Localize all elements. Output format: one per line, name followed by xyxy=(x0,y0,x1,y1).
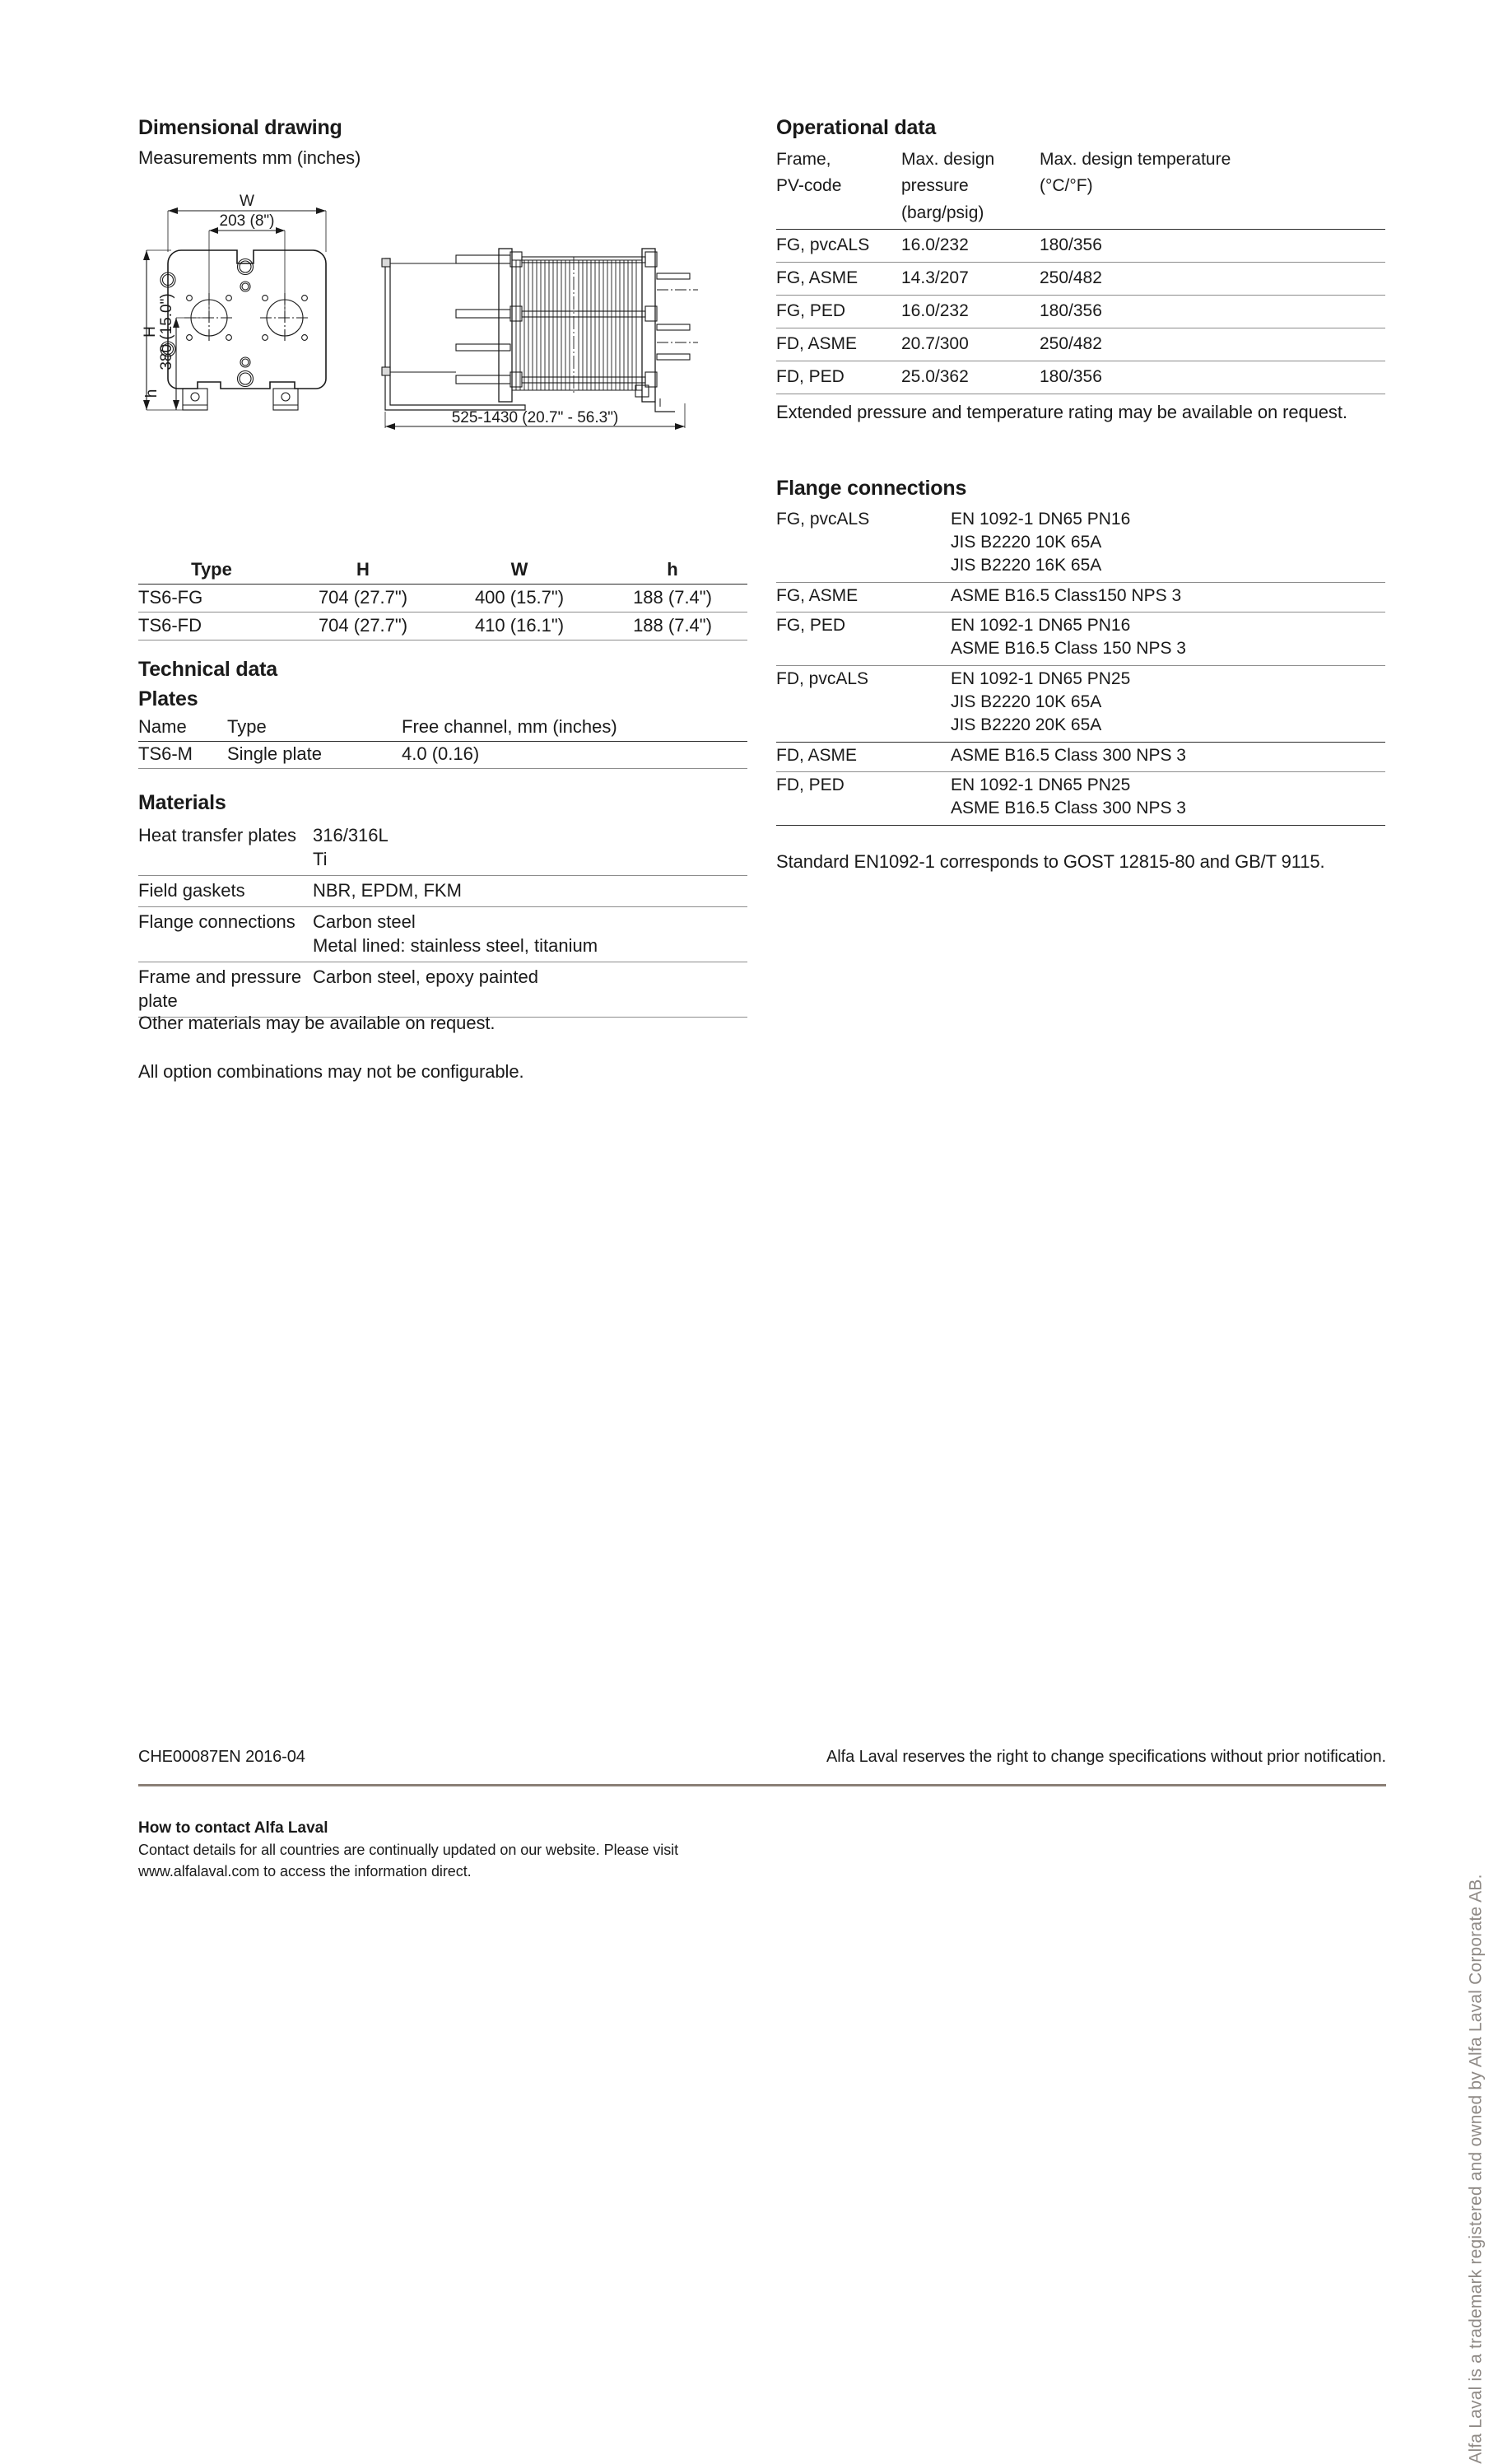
note-extended-rating: Extended pressure and temperature rating may be available on request. xyxy=(776,402,1347,422)
flange-value: JIS B2220 10K 65A xyxy=(951,692,1102,711)
operational-data-heading: Operational data xyxy=(776,116,937,139)
table-row xyxy=(138,847,747,876)
dims-cell-type: TS6-FD xyxy=(138,613,285,640)
table-row xyxy=(138,821,747,847)
table-row xyxy=(776,665,1385,691)
note-other-materials: Other materials may be available on request. xyxy=(138,1013,496,1033)
flange-connections-table xyxy=(776,506,1385,826)
materials-value: 316/316L xyxy=(313,824,389,845)
drawing-label-203: 203 (8") xyxy=(219,212,275,230)
table-row xyxy=(776,328,1385,361)
materials-key: Frame and pressure plate xyxy=(138,962,313,1017)
op-cell-pressure: 20.7/300 xyxy=(901,328,1040,361)
drawing-label-H: H xyxy=(142,326,159,338)
op-header-pressure-line2: pressure xyxy=(901,176,969,196)
table-row xyxy=(776,771,1385,797)
table-header-row xyxy=(138,715,747,742)
flange-key: FD, ASME xyxy=(776,742,951,771)
dims-cell-w: 410 (16.1") xyxy=(441,613,598,640)
materials-key-continued xyxy=(138,934,313,962)
flange-value: JIS B2220 10K 65A xyxy=(951,532,1102,552)
op-header-pressure-units: (barg/psig) xyxy=(901,202,1040,229)
right-column xyxy=(776,115,1385,394)
materials-key: Heat transfer plates xyxy=(138,824,296,845)
op-header-blank xyxy=(776,202,901,229)
flange-key: FG, pvcALS xyxy=(776,509,870,529)
contact-body: Contact details for all countries are continually updated on our website. Please visit www.alfalaval.com to access the information direct. xyxy=(138,1842,679,1879)
table-row xyxy=(776,637,1385,665)
flange-value: EN 1092-1 DN65 PN16 xyxy=(951,615,1131,635)
dimensions-table xyxy=(138,557,747,640)
dims-cell-h-low: 188 (7.4") xyxy=(598,613,747,640)
dims-cell-w: 400 (15.7") xyxy=(441,585,598,613)
flange-key: FG, PED xyxy=(776,615,846,635)
dims-cell-h-cap: 704 (27.7") xyxy=(285,613,441,640)
trademark-sidebar-text: Alfa Laval is a trademark registered and owned by Alfa Laval Corporate AB. xyxy=(1466,1874,1485,2464)
table-row xyxy=(138,613,747,640)
flange-value: ASME B16.5 Class150 NPS 3 xyxy=(951,582,1385,612)
op-cell-frame: FG, pvcALS xyxy=(776,230,901,263)
technical-data-heading: Technical data xyxy=(138,658,278,681)
flange-key-continued xyxy=(776,554,951,582)
table-row xyxy=(138,962,747,1017)
measurements-subheading: Measurements mm (inches) xyxy=(138,147,361,168)
materials-key: Field gaskets xyxy=(138,875,313,906)
dimensional-drawing-heading: Dimensional drawing xyxy=(138,116,342,139)
op-header-pressure: Max. design xyxy=(901,149,995,169)
flange-key-continued xyxy=(776,531,951,554)
table-row xyxy=(776,797,1385,825)
flange-key-continued xyxy=(776,691,951,714)
op-cell-frame: FG, PED xyxy=(776,296,901,328)
table-row xyxy=(138,585,747,613)
dimensional-drawing-figure xyxy=(138,188,747,533)
op-cell-temperature: 180/356 xyxy=(1040,296,1385,328)
drawing-label-w: W xyxy=(240,193,254,210)
document-code: CHE00087EN 2016-04 xyxy=(138,1748,305,1766)
drawing-svg xyxy=(138,188,747,533)
plates-cell-name: TS6-M xyxy=(138,741,227,768)
plates-header-free-channel: Free channel, mm (inches) xyxy=(402,715,747,742)
op-cell-pressure: 16.0/232 xyxy=(901,296,1040,328)
footer-divider xyxy=(138,1784,1386,1786)
table-header-row xyxy=(776,146,1385,175)
op-header-temperature-units: (°C/°F) xyxy=(1040,176,1093,196)
materials-key: Flange connections xyxy=(138,911,295,932)
flange-key-continued xyxy=(776,714,951,742)
op-cell-pressure: 16.0/232 xyxy=(901,230,1040,263)
op-header-pvcode: PV-code xyxy=(776,176,842,196)
dims-cell-h-cap: 704 (27.7") xyxy=(285,585,441,613)
left-column xyxy=(138,115,747,170)
plates-header-name: Name xyxy=(138,715,227,742)
flange-value: ASME B16.5 Class 300 NPS 3 xyxy=(951,742,1385,771)
table-header-row xyxy=(776,202,1385,229)
dims-header-type: Type xyxy=(138,557,285,585)
contact-block xyxy=(138,1819,714,1882)
table-row xyxy=(138,741,747,768)
table-row xyxy=(138,906,747,934)
flange-connections-heading: Flange connections xyxy=(776,477,967,500)
flange-value: EN 1092-1 DN65 PN25 xyxy=(951,668,1131,688)
flange-key-continued xyxy=(776,797,951,825)
plates-heading: Plates xyxy=(138,687,198,710)
flange-key: FG, ASME xyxy=(776,582,951,612)
contact-title: How to contact Alfa Laval xyxy=(138,1819,328,1837)
flange-key: FD, pvcALS xyxy=(776,668,869,688)
op-cell-temperature: 180/356 xyxy=(1040,230,1385,263)
table-row xyxy=(776,554,1385,582)
table-row xyxy=(776,714,1385,742)
materials-value: NBR, EPDM, FKM xyxy=(313,875,747,906)
op-cell-frame: FD, ASME xyxy=(776,328,901,361)
table-row xyxy=(776,506,1385,531)
dims-cell-type: TS6-FG xyxy=(138,585,285,613)
flange-key-continued xyxy=(776,637,951,665)
table-header-row xyxy=(776,175,1385,202)
plates-header-type: Type xyxy=(227,715,402,742)
table-row xyxy=(776,296,1385,328)
materials-value: Carbon steel, epoxy painted xyxy=(313,962,747,1017)
note-option-combinations: All option combinations may not be configurable. xyxy=(138,1061,524,1083)
plates-cell-type: Single plate xyxy=(227,741,402,768)
table-row xyxy=(776,361,1385,394)
plates-table xyxy=(138,715,747,769)
materials-table xyxy=(138,821,747,1018)
note-standard-equivalence: Standard EN1092-1 corresponds to GOST 12815-80 and GB/T 9115. xyxy=(776,851,1325,872)
flange-value: ASME B16.5 Class 150 NPS 3 xyxy=(951,637,1385,665)
flange-value: EN 1092-1 DN65 PN16 xyxy=(951,509,1131,529)
table-row xyxy=(776,691,1385,714)
operational-data-table xyxy=(776,146,1385,394)
table-row xyxy=(776,230,1385,263)
op-cell-frame: FD, PED xyxy=(776,361,901,394)
table-row xyxy=(776,263,1385,296)
dims-cell-h-low: 188 (7.4") xyxy=(598,585,747,613)
op-cell-temperature: 180/356 xyxy=(1040,361,1385,394)
op-cell-temperature: 250/482 xyxy=(1040,328,1385,361)
op-header-blank2 xyxy=(1040,202,1385,229)
op-header-temperature: Max. design temperature xyxy=(1040,149,1231,169)
dims-header-h-cap: H xyxy=(285,557,441,585)
flange-value: JIS B2220 20K 65A xyxy=(951,714,1385,742)
materials-key-continued xyxy=(138,847,313,876)
op-cell-pressure: 14.3/207 xyxy=(901,263,1040,296)
table-row xyxy=(776,531,1385,554)
materials-value: Ti xyxy=(313,847,747,876)
table-row xyxy=(776,742,1385,771)
dims-header-h-low: h xyxy=(598,557,747,585)
dims-header-w: W xyxy=(441,557,598,585)
table-header-row xyxy=(138,557,747,585)
flange-key: FD, PED xyxy=(776,775,845,794)
drawing-label-h: h xyxy=(143,389,161,398)
flange-value: ASME B16.5 Class 300 NPS 3 xyxy=(951,797,1385,825)
materials-value: Metal lined: stainless steel, titanium xyxy=(313,934,747,962)
op-cell-temperature: 250/482 xyxy=(1040,263,1385,296)
table-row xyxy=(776,582,1385,612)
op-header-frame: Frame, xyxy=(776,149,831,169)
drawing-label-380: 380 (15.0") xyxy=(158,293,175,370)
table-row xyxy=(138,875,747,906)
plates-cell-free-channel: 4.0 (0.16) xyxy=(402,741,747,768)
drawing-label-length-range: 525-1430 (20.7" - 56.3") xyxy=(451,409,619,426)
materials-heading: Materials xyxy=(138,791,226,814)
materials-value: Carbon steel xyxy=(313,911,416,932)
op-cell-frame: FG, ASME xyxy=(776,263,901,296)
flange-value: JIS B2220 16K 65A xyxy=(951,554,1385,582)
op-cell-pressure: 25.0/362 xyxy=(901,361,1040,394)
table-row xyxy=(776,612,1385,637)
table-row xyxy=(138,934,747,962)
flange-value: EN 1092-1 DN65 PN25 xyxy=(951,775,1131,794)
footer-disclaimer: Alfa Laval reserves the right to change specifications without prior notification. xyxy=(826,1748,1386,1766)
